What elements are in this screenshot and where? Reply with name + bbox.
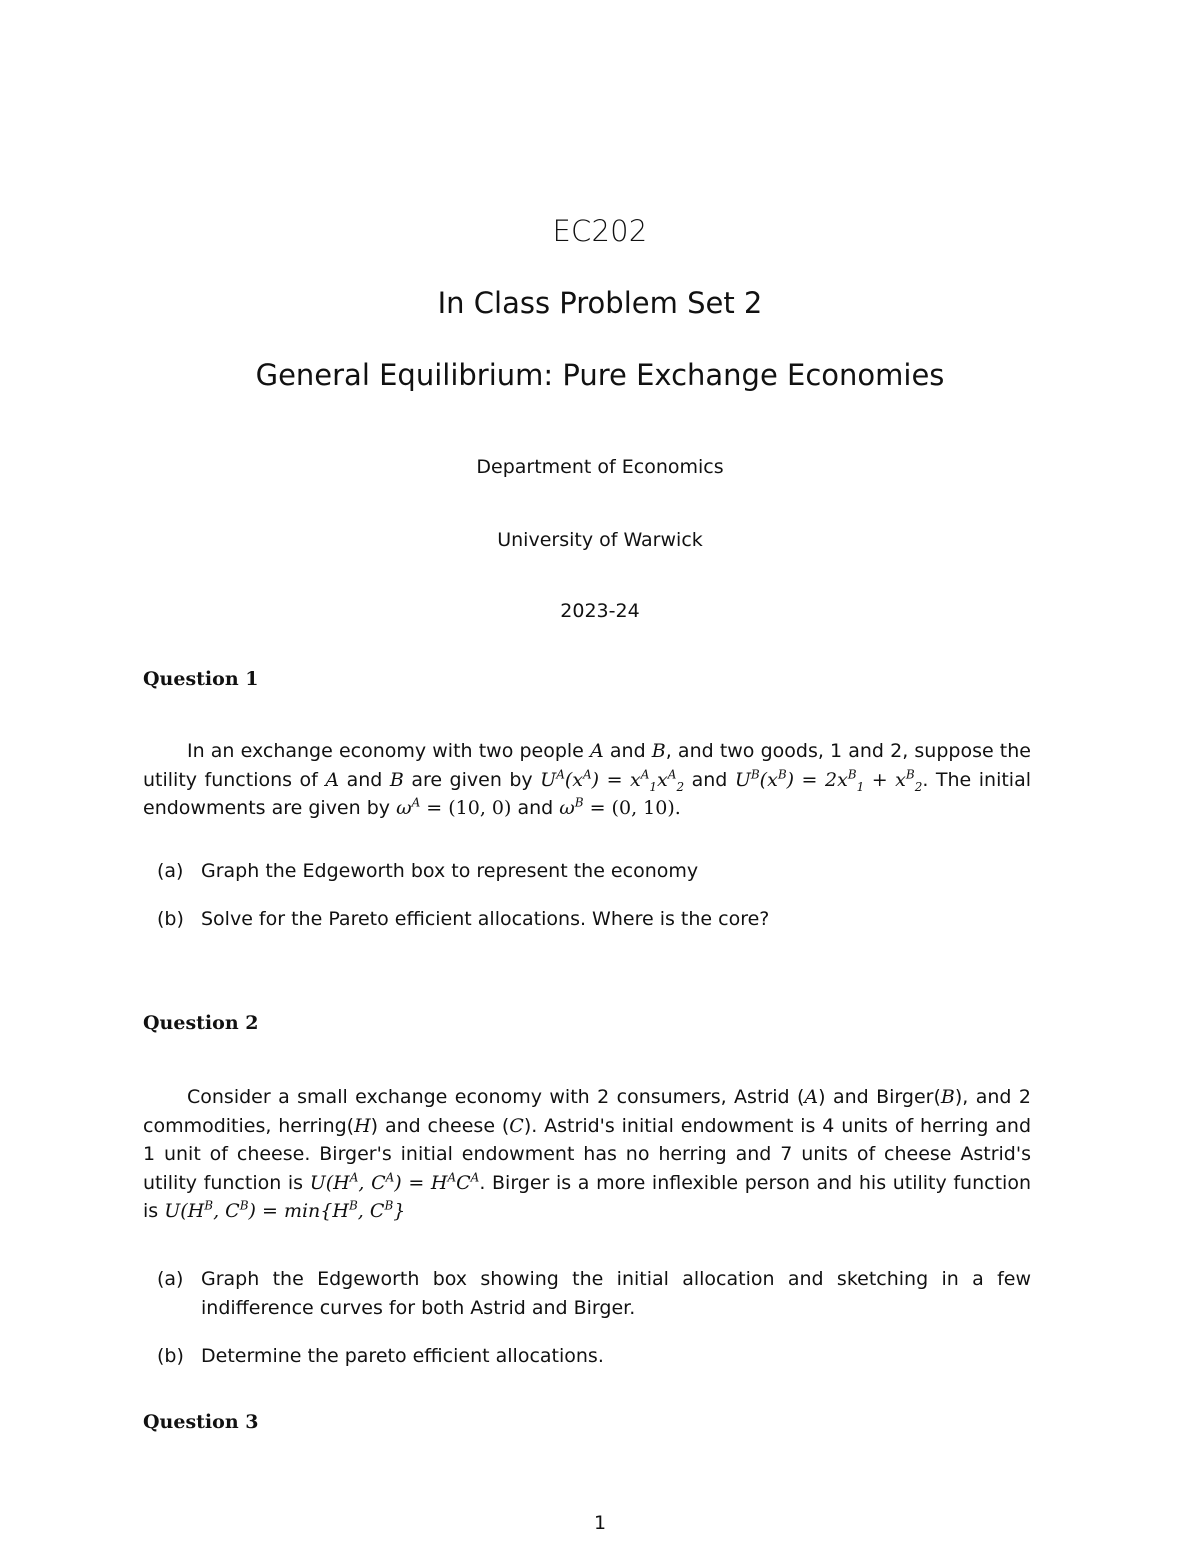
utility-a: $U^A(x^A) = x^A_1x^A_2$ [540, 767, 685, 794]
question-3-heading: Question 3 [143, 1411, 259, 1433]
question-1-item-a: (a) Graph the Edgeworth box to represent the economy [157, 860, 699, 882]
problem-set-title: In Class Problem Set 2 [437, 286, 763, 320]
endowment-a: $\omega^A$ [396, 795, 421, 819]
question-1-heading: Question 1 [143, 668, 259, 690]
question-2-item-a: (a) Graph the Edgeworth box showing the initial allocation and sketching in a few indifference curves for both Astrid and Birger. [157, 1268, 1031, 1319]
page-number: 1 [593, 1512, 607, 1534]
department: Department of Economics [476, 456, 724, 478]
utility-birger: $U(H^B$, $C^B) = \min\{H^B$, $C^B$} [164, 1198, 406, 1222]
utility-astrid: $U(H^A$, $C^A) = H^AC^A$ [309, 1170, 480, 1194]
question-2-item-b: (b) Determine the pareto efficient allocations. [157, 1345, 604, 1367]
university: University of Warwick [497, 529, 703, 551]
endowment-b: $\omega^B$ [559, 795, 584, 819]
question-1-body: In an exchange economy with two people A and B, and two goods, 1 and 2, suppose the utility functions of A and B are given by $U^A(x^A) = x^A_1x^A_2$ and $U^B(x^B) = 2x^B_1 + x^B_2$. The initial endowments are given by $\omega^A = (10$, 0) and $\omega^B = (0$, 10). [143, 740, 1031, 819]
question-1-item-b: (b) Solve for the Pareto efficient allocations. Where is the core? [157, 908, 770, 930]
academic-year: 2023-24 [560, 600, 640, 622]
question-2-heading: Question 2 [143, 1012, 259, 1034]
utility-b: $U^B(x^B) = 2x^B_1 + x^B_2$ [734, 767, 923, 794]
course-code: EC202 [552, 214, 648, 248]
question-2-body: Consider a small exchange economy with 2 consumers, Astrid (A) and Birger(B), and 2 commodities, herring(H) and cheese (C). Astrid's initial endowment is 4 units of herring and 1 unit of cheese. Birger's initial endowment has no herring and 7 units of cheese Astrid's utility function is $U(H^A$, $C^A) = H^AC^A$. Birger is a more inflexible person and his utility function is $U(H^B$, $C^B) = \min\{H^B$, $C^B$} [143, 1086, 1032, 1222]
topic-title: General Equilibrium: Pure Exchange Economies [255, 358, 945, 392]
